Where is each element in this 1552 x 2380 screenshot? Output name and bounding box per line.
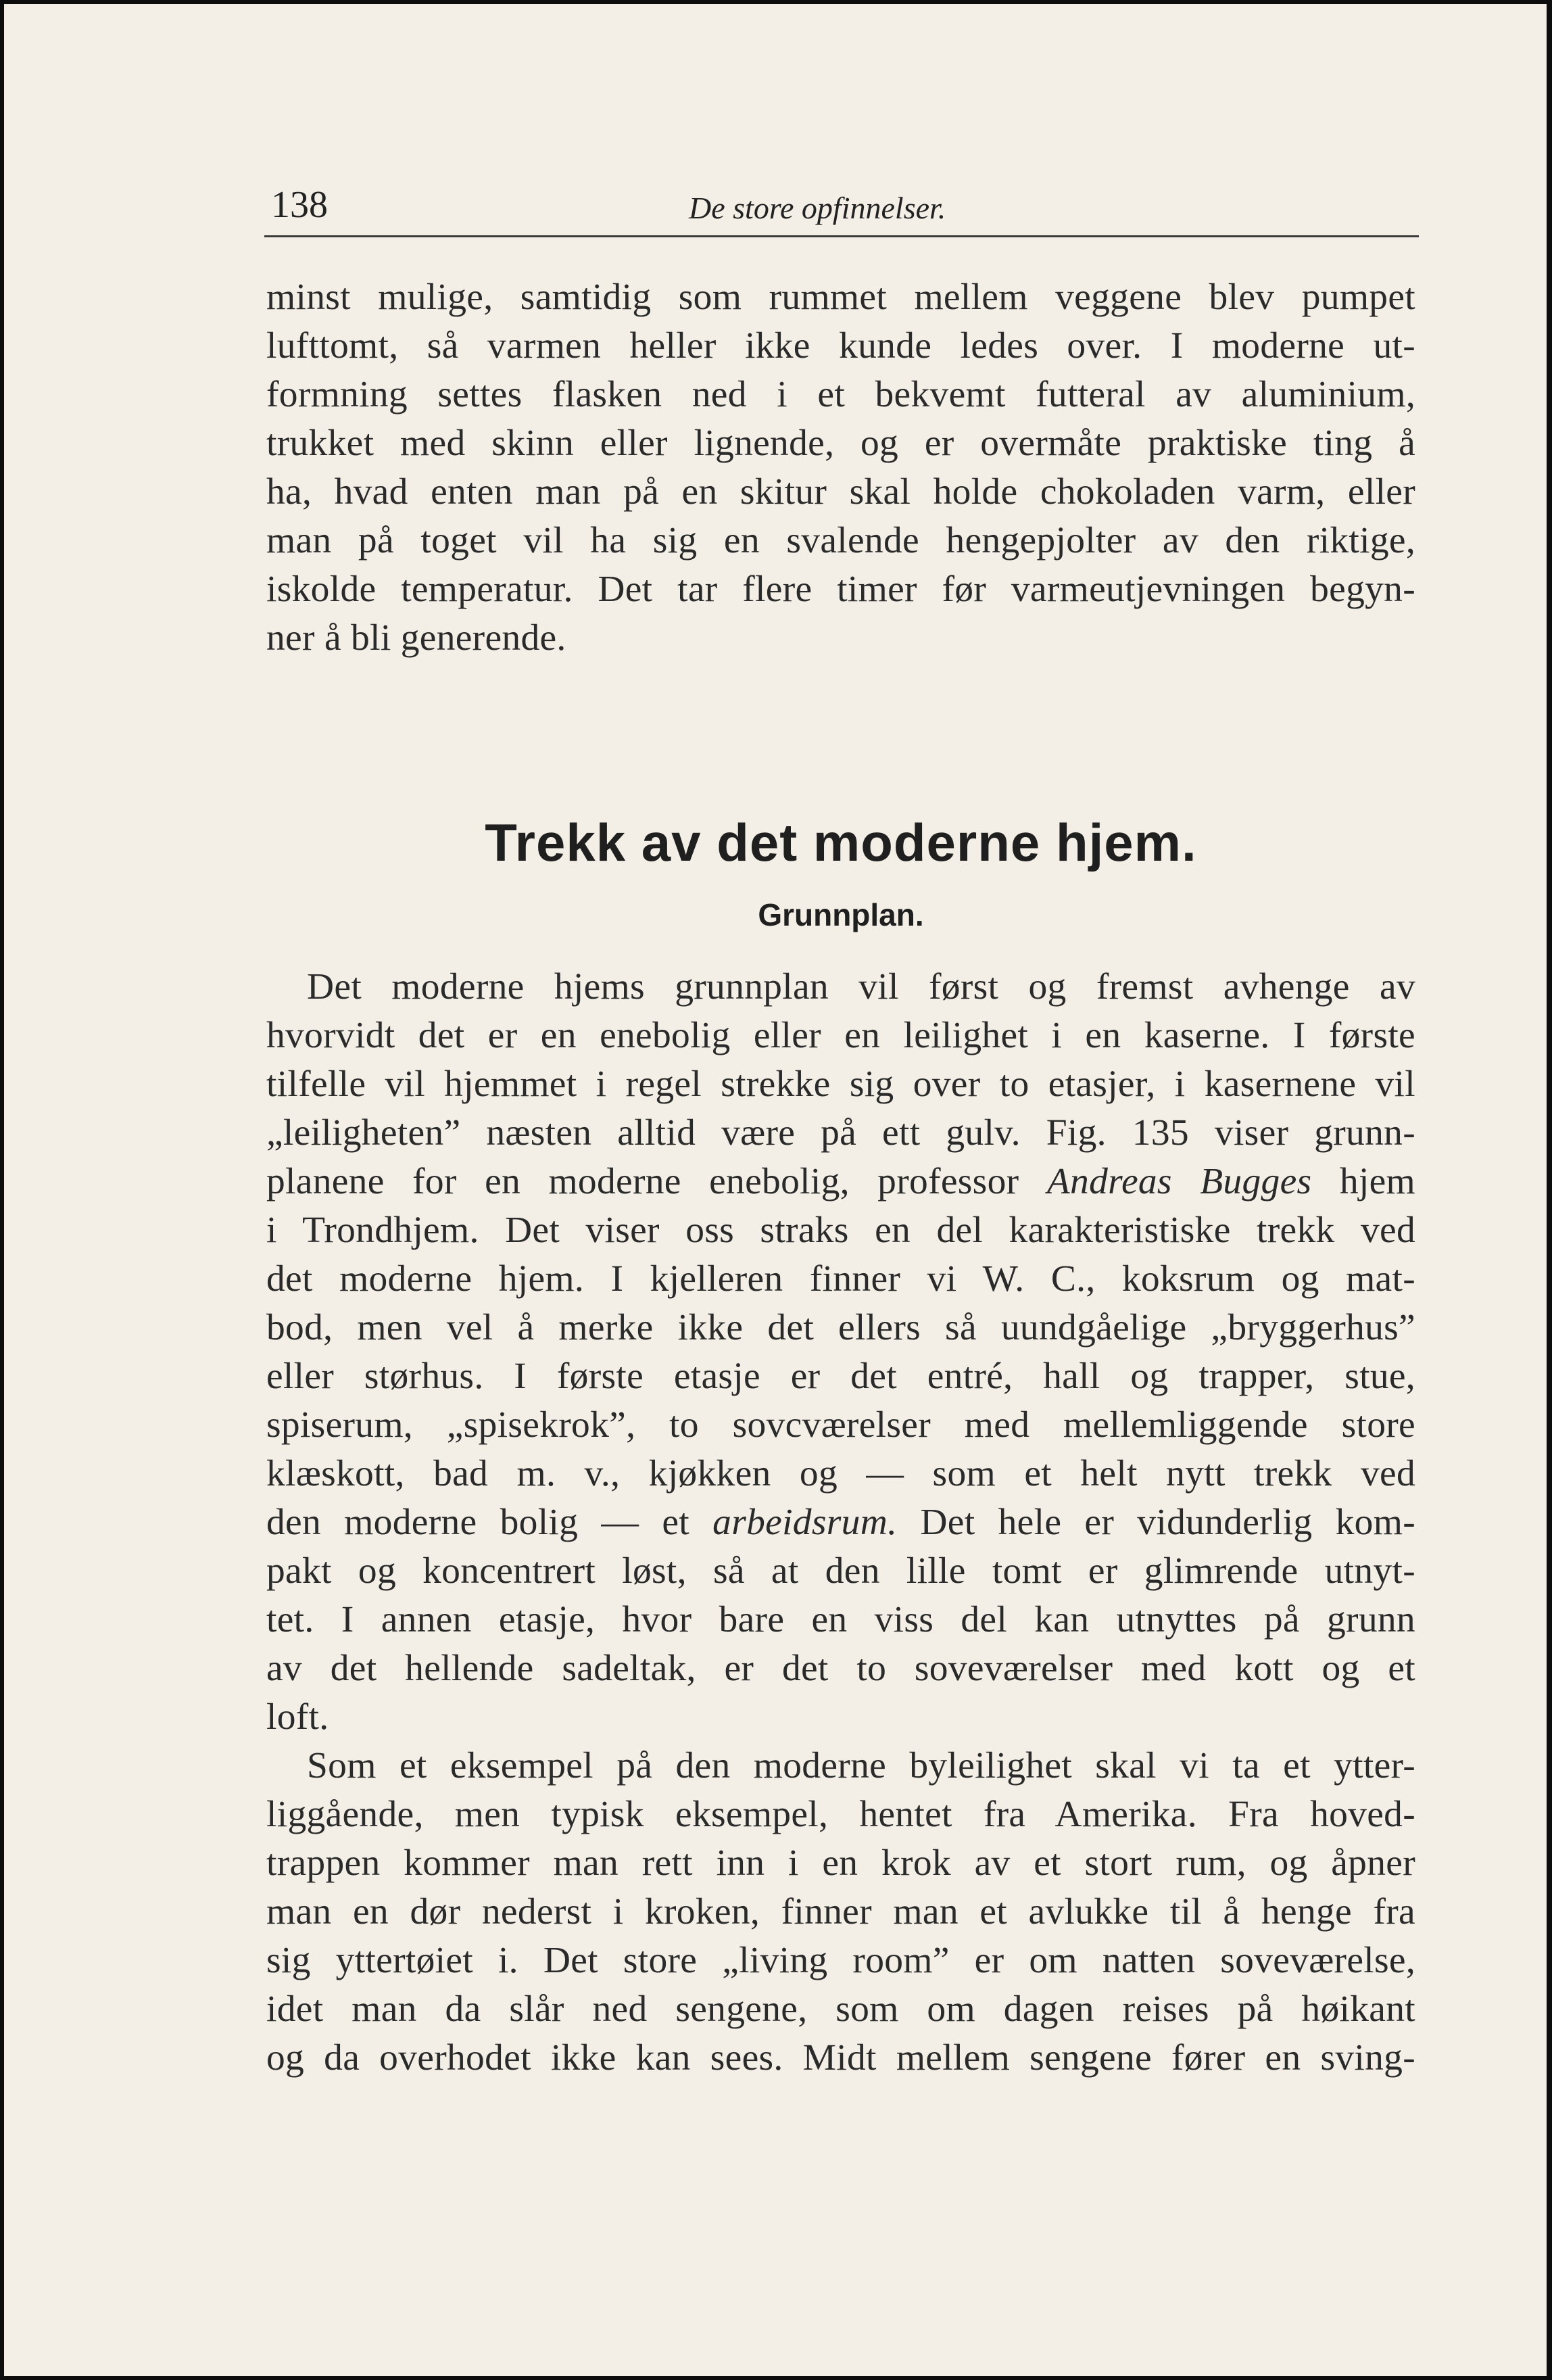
text-line: av det hellende sadeltak, er det to soveværelser med kott og et bbox=[266, 1648, 1415, 1689]
text-line: tet. I annen etasje, hvor bare en viss del kan utnyttes på grunn bbox=[266, 1599, 1415, 1640]
text-line: bod, men vel å merke ikke det ellers så uundgåelige „bryggerhus” bbox=[266, 1307, 1415, 1348]
emphasis: arbeidsrum. bbox=[712, 1502, 898, 1543]
text-line: formning settes flasken ned i et bekvemt futteral av aluminium, bbox=[266, 374, 1415, 415]
text-line: minst mulige, samtidig som rummet mellem veggene blev pumpet bbox=[266, 277, 1415, 318]
running-head bbox=[264, 181, 1419, 237]
text-line: liggående, men typisk eksempel, hentet fra Amerika. Fra hoved- bbox=[266, 1794, 1415, 1835]
text-segment: planene for en moderne enebolig, professor bbox=[266, 1161, 1047, 1202]
text-line: tilfelle vil hjemmet i regel strekke sig over to etasjer, i kasernene vil bbox=[266, 1064, 1415, 1105]
text-line: ner å bli generende. bbox=[266, 617, 566, 659]
running-title: De store opfinnelser. bbox=[689, 191, 946, 225]
book-page bbox=[4, 4, 1547, 2376]
section-title: Trekk av det moderne hjem. bbox=[485, 813, 1197, 872]
text-line: loft. bbox=[266, 1696, 329, 1738]
text-line: lufttomt, så varmen heller ikke kunde ledes over. I moderne ut- bbox=[266, 325, 1415, 366]
text-line: Det moderne hjems grunnplan vil først og fremst avhenge av bbox=[307, 966, 1415, 1007]
text-line: ha, hvad enten man på en skitur skal holde chokoladen varm, eller bbox=[266, 471, 1415, 513]
page-number: 138 bbox=[271, 184, 328, 226]
text-line: spiserum, „spisekrok”, to sovcværelser med mellemliggende store bbox=[266, 1404, 1415, 1446]
text-segment: Det hele er vidunderlig kom- bbox=[897, 1502, 1415, 1543]
text-line: pakt og koncentrert løst, så at den lille tomt er glimrende utnyt- bbox=[266, 1550, 1415, 1592]
text-segment: hjem bbox=[1311, 1161, 1415, 1202]
text-line: det moderne hjem. I kjelleren finner vi W. C., koksrum og mat- bbox=[266, 1258, 1415, 1300]
text-line: man en dør nederst i kroken, finner man et avlukke til å henge fra bbox=[266, 1891, 1415, 1932]
paragraph-1 bbox=[266, 273, 1415, 663]
text-line: man på toget vil ha sig en svalende hengepjolter av den riktige, bbox=[266, 520, 1415, 561]
text-line: sig yttertøiet i. Det store „living room” er om natten soveværelse, bbox=[266, 1940, 1415, 1981]
text-line: og da overhodet ikke kan sees. Midt mellem sengene fører en sving- bbox=[266, 2037, 1415, 2078]
paragraph-3 bbox=[266, 1742, 1415, 2082]
person-name: Andreas Bugges bbox=[1046, 1161, 1312, 1202]
text-line: i Trondhjem. Det viser oss straks en del karakteristiske trekk ved bbox=[266, 1210, 1415, 1251]
paragraph-2 bbox=[266, 963, 1415, 1742]
text-line: „leiligheten” næsten alltid være på ett gulv. Fig. 135 viser grunn- bbox=[266, 1112, 1415, 1153]
text-line: trukket med skinn eller lignende, og er overmåte praktiske ting å bbox=[266, 423, 1415, 464]
text-line: hvorvidt det er en enebolig eller en leilighet i en kaserne. I første bbox=[266, 1015, 1415, 1056]
text-line: Som et eksempel på den moderne byleilighet skal vi ta et ytter- bbox=[307, 1745, 1415, 1786]
text-line: klæskott, bad m. v., kjøkken og — som et helt nytt trekk ved bbox=[266, 1453, 1415, 1494]
subsection-title: Grunnplan. bbox=[758, 897, 924, 932]
text-segment: den moderne bolig — et bbox=[266, 1502, 713, 1543]
text-line: idet man da slår ned sengene, som om dagen reises på høikant bbox=[266, 1989, 1415, 2030]
text-line bbox=[266, 1158, 1415, 1206]
text-line: trappen kommer man rett inn i en krok av et stort rum, og åpner bbox=[266, 1842, 1415, 1884]
text-line bbox=[266, 1498, 1415, 1547]
text-line: eller størhus. I første etasje er det entré, hall og trapper, stue, bbox=[266, 1356, 1415, 1397]
text-line: iskolde temperatur. Det tar flere timer før varmeutjevningen begyn- bbox=[266, 569, 1415, 610]
